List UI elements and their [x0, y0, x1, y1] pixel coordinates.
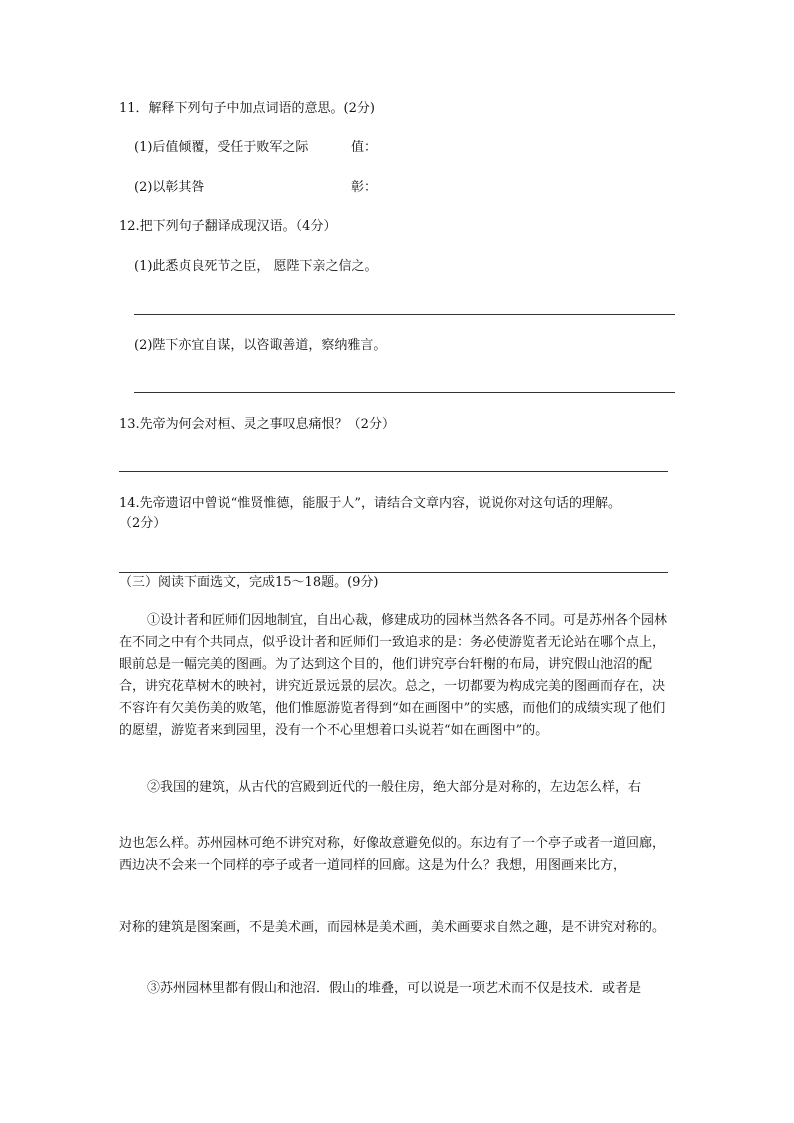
q11-heading: 11．解释下列句子中加点词语的意思。(2分)	[119, 101, 375, 116]
q14-points: （2分）	[119, 516, 167, 531]
q11-item2-word: 彰：	[351, 180, 378, 195]
q12-item1: (1)此悉贞良死节之臣， 愿陛下亲之信之。	[134, 259, 378, 274]
passage-paragraph-3: ③苏州园林里都有假山和池沼．假山的堆叠，可以说是一项艺术而不仅是技术．或者是	[147, 981, 642, 996]
q12-item2: (2)陛下亦宜自谋，以咨诹善道，察纳雅言。	[134, 338, 387, 353]
passage-paragraph-1: ①设计者和匠师们因地制宜，自出心裁，修建成功的园林当然各各不同。可是苏州各个园林在不同之中有个共同点，似乎设计者和匠师们一致追求的是：务必使游览者无论站在哪个点上，眼前总是一幅完美的图画。为了达到这个目的，他们讲究亭台轩榭的布局，讲究假山池沼的配合，讲究花草树木的映衬，讲究近景远景的层次。总之，一切都要为构成完美的图画而存在，决不容许有欠美伤美的败笔，他们惟愿游览者得到“如在画图中”的实感，而他们的成绩实现了他们的愿望，游览者来到园里，没有一个不心里想着口头说若“如在画图中”的。	[119, 613, 668, 738]
section3-heading: （三）阅读下面选文，完成15～18题。(9分)	[119, 575, 379, 590]
q11-item1-word: 值：	[351, 140, 378, 155]
answer-line-q12-2	[134, 392, 675, 393]
q12-heading: 12.把下列句子翻译成现汉语。（4分）	[119, 219, 337, 234]
q13-heading: 13.先帝为何会对桓、灵之事叹息痛恨？（2分）	[119, 417, 395, 432]
passage-paragraph-2c: 对称的建筑是图案画，不是美术画，而园林是美术画，美术画要求自然之趣，是不讲究对称的。	[119, 920, 666, 935]
passage-paragraph-2a: ②我国的建筑，从古代的宫殿到近代的一般住房，绝大部分是对称的，左边怎么样，右	[147, 780, 642, 795]
answer-line-q12-1	[134, 314, 675, 315]
passage-paragraph-2b: 边也怎么样。苏州园林可绝不讲究对称，好像故意避免似的。东边有了一个亭子或者一道回廊，西边决不会来一个同样的亭子或者一道同样的回廊。这是为什么？我想，用图画来比方，	[119, 836, 666, 873]
answer-line-q14	[119, 572, 668, 573]
answer-line-q13	[119, 471, 668, 472]
q14-heading: 14.先帝遗诏中曾说“惟贤惟德，能服于人”，请结合文章内容，说说你对这句话的理解。	[119, 496, 621, 511]
q11-item1-text: (1)后值倾覆，受任于败军之际	[134, 140, 309, 155]
q11-item2-text: (2)以彰其咎	[134, 180, 205, 195]
